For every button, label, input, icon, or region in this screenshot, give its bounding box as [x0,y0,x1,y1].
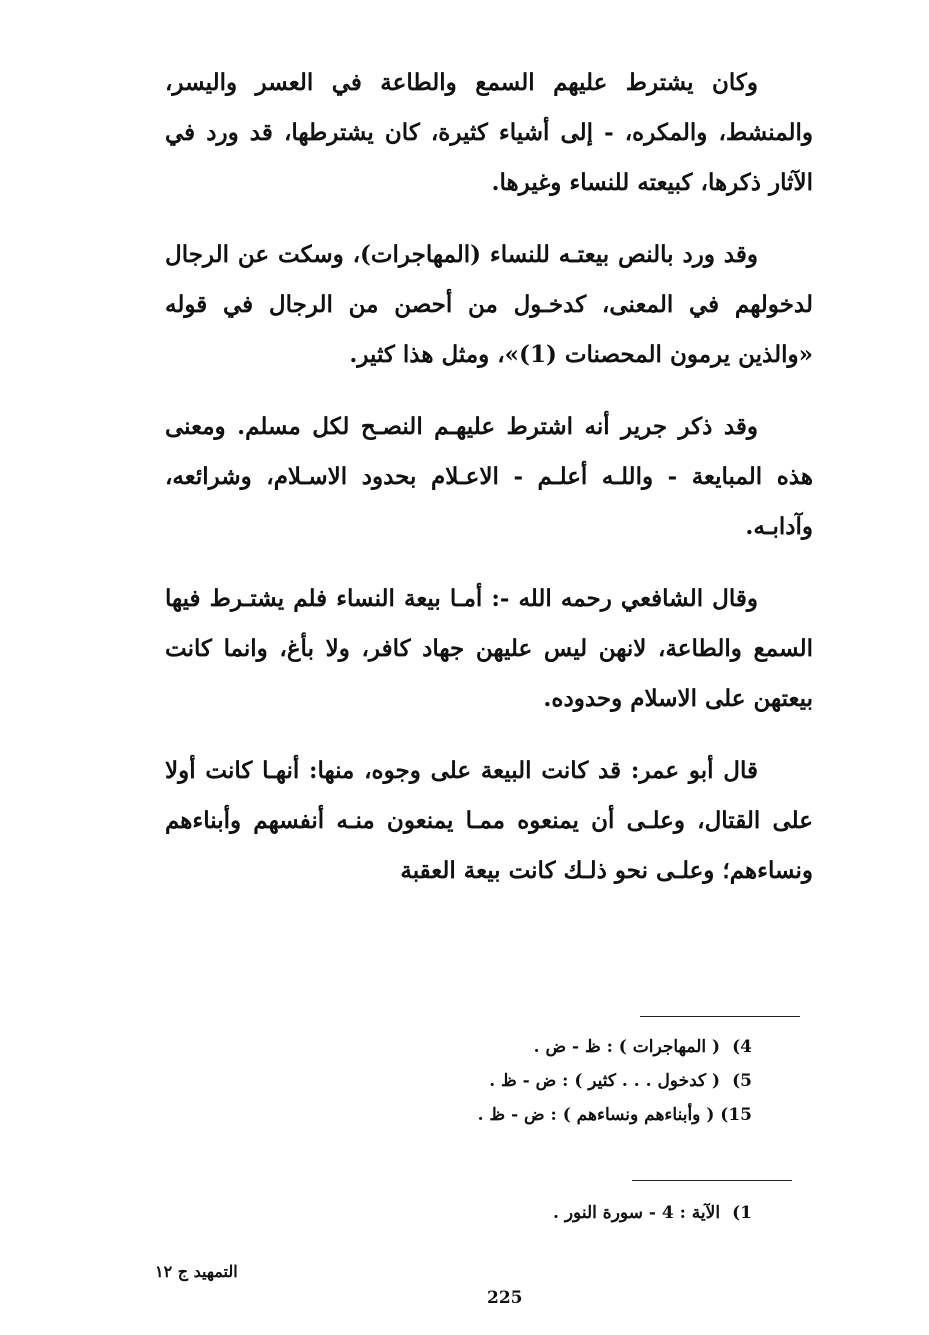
footnote-text: ( وأبناءهم ونساءهم ) : ض - ظ . [477,1105,715,1125]
footnote-number: 4) [732,1037,752,1057]
footnote-number: 5) [732,1071,752,1091]
footnote-line [332,1196,752,1230]
volume-signature: التمهيد ج ١٢ [155,1262,238,1281]
paragraph: قال أبو عمر: قد كانت البيعة على وجوه، منها: أنهـا كانت أولا على القتال، وعلـى أن يمنعوه ممـا يمنعون منـه أنفسهم وأبناءهم ونساءهم؛ وعلـى نحو ذلـك كانت بيعة العقبة [165,757,813,884]
footnote-line [332,1030,752,1064]
footnote-divider [632,1180,792,1181]
footnote-text: الآية : 4 - سورة النور . [553,1203,721,1223]
paragraph: وقد ورد بالنص بيعتـه للنساء (المهاجرات)، وسكت عن الرجال لدخولهم في المعنى، كدخـول من أحصن من الرجال في قوله «والذين يرمون المحصنات (1)»، ومثل هذا كثير. [165,241,813,368]
footnote-divider [640,1016,800,1017]
page-number: 225 [487,1288,523,1308]
paragraph: وقال الشافعي رحمه الله -: أمـا بيعة النساء فلم يشتـرط فيها السمع والطاعة، لانهن ليس عليهن جهاد كافر، ولا بأغ، وانما كانت بيعتهن على الاسلام وحدوده. [165,585,813,712]
footnote-number: 15) [720,1105,752,1125]
footnote-text: ( المهاجرات ) : ظ - ض . [533,1037,721,1057]
footnote-line [332,1064,752,1098]
footnote-line [332,1098,752,1132]
footnote-text: ( كدخول . . . كثير ) : ض - ظ . [489,1071,721,1091]
variant-footnotes [332,1030,752,1132]
main-text-block [165,58,813,896]
footnote-number: 1) [732,1203,752,1223]
source-footnotes [332,1196,752,1230]
paragraph: وكان يشترط عليهم السمع والطاعة في العسر واليسر، والمنشط، والمكره، - إلى أشياء كثيرة، كان يشترطها، قد ورد في الآثار ذكرها، كبيعته للنساء وغيرها. [165,69,813,196]
paragraph: وقد ذكر جرير أنه اشترط عليهـم النصـح لكل مسلم. ومعنى هذه المبايعة - واللـه أعلـم - الاعـلام بحدود الاسـلام، وشرائعه، وآدابـه. [165,413,813,540]
